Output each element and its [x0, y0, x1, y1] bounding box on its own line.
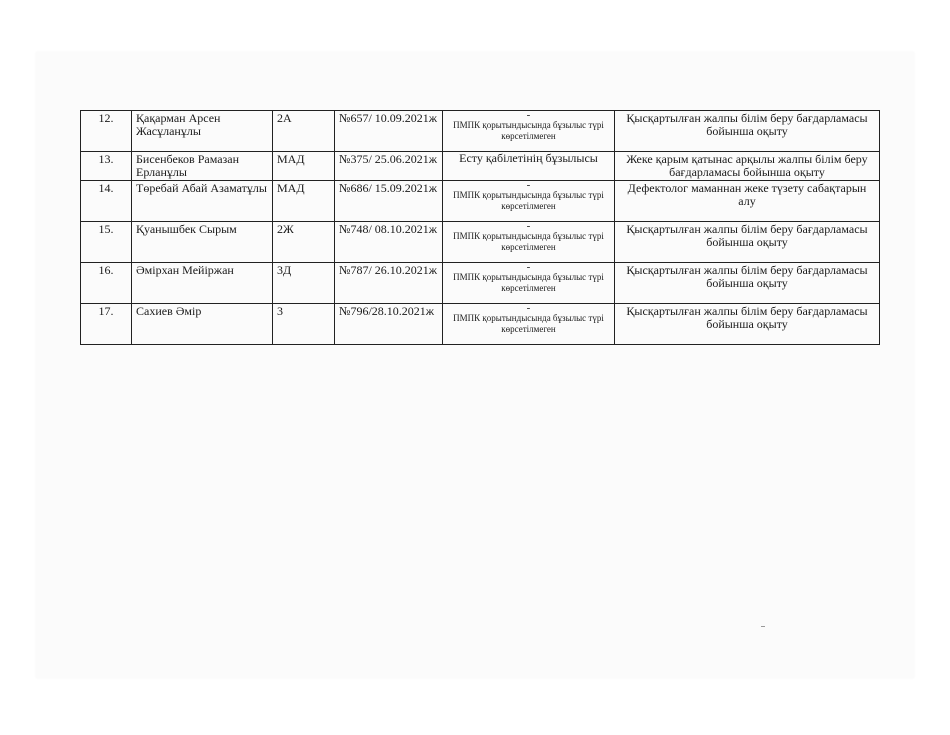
table-row [81, 263, 880, 304]
conclusion-doc: №657/ 10.09.2021ж [335, 111, 443, 152]
student-grade: 2Ж [273, 222, 335, 263]
recommendation: Қысқартылған жалпы білім беру бағдарламасы бойынша оқыту [615, 263, 880, 304]
diagnosis-cell [443, 222, 615, 263]
student-grade: 2А [273, 111, 335, 152]
conclusion-doc: №796/28.10.2021ж [335, 304, 443, 345]
student-name: Бисенбеков Рамазан Ерланұлы [132, 152, 273, 181]
conclusion-doc: №686/ 15.09.2021ж [335, 181, 443, 222]
diagnosis-dash: - [526, 110, 531, 121]
table-row [81, 304, 880, 345]
row-number: 17. [81, 304, 132, 345]
student-name: Сахиев Әмір [132, 304, 273, 345]
diagnosis-text: ПМПК қорытындысында бұзылыс түрі көрсетілмеген [453, 231, 604, 252]
student-grade: 3 [273, 304, 335, 345]
diagnosis-cell [443, 304, 615, 345]
recommendation: Дефектолог маманнан жеке түзету сабақтарын алу [615, 181, 880, 222]
recommendation: Қысқартылған жалпы білім беру бағдарламасы бойынша оқыту [615, 304, 880, 345]
student-name: Төребай Абай Азаматұлы [132, 181, 273, 222]
students-table [80, 110, 880, 345]
row-number: 12. [81, 111, 132, 152]
table-row [81, 152, 880, 181]
diagnosis-cell [443, 111, 615, 152]
diagnosis-text: Есту қабілетінің бұзылысы [459, 151, 598, 165]
diagnosis-text: ПМПК қорытындысында бұзылыс түрі көрсетілмеген [453, 313, 604, 334]
diagnosis-cell [443, 181, 615, 222]
diagnosis-dash: - [526, 262, 531, 273]
row-number: 15. [81, 222, 132, 263]
diagnosis-cell [443, 152, 615, 181]
diagnosis-dash: - [526, 221, 531, 232]
row-number: 16. [81, 263, 132, 304]
student-name: Қақарман Арсен Жасұланұлы [132, 111, 273, 152]
diagnosis-text: ПМПК қорытындысында бұзылыс түрі көрсетілмеген [453, 190, 604, 211]
student-name: Қуанышбек Сырым [132, 222, 273, 263]
diagnosis-cell [443, 263, 615, 304]
diagnosis-text: ПМПК қорытындысында бұзылыс түрі көрсетілмеген [453, 120, 604, 141]
row-number: 13. [81, 152, 132, 181]
student-grade: МАД [273, 152, 335, 181]
student-grade: 3Д [273, 263, 335, 304]
table-row [81, 111, 880, 152]
row-number: 14. [81, 181, 132, 222]
student-grade: МАД [273, 181, 335, 222]
conclusion-doc: №748/ 08.10.2021ж [335, 222, 443, 263]
recommendation: Қысқартылған жалпы білім беру бағдарламасы бойынша оқыту [615, 222, 880, 263]
table-row [81, 181, 880, 222]
conclusion-doc: №375/ 25.06.2021ж [335, 152, 443, 181]
diagnosis-text: ПМПК қорытындысында бұзылыс түрі көрсетілмеген [453, 272, 604, 293]
diagnosis-dash: - [526, 303, 531, 314]
student-name: Әмірхан Мейіржан [132, 263, 273, 304]
table-row [81, 222, 880, 263]
recommendation: Қысқартылған жалпы білім беру бағдарламасы бойынша оқыту [615, 111, 880, 152]
scan-speck [761, 626, 765, 627]
conclusion-doc: №787/ 26.10.2021ж [335, 263, 443, 304]
recommendation: Жеке қарым қатынас арқылы жалпы білім беру бағдарламасы бойынша оқыту [615, 152, 880, 181]
diagnosis-dash: - [526, 180, 531, 191]
